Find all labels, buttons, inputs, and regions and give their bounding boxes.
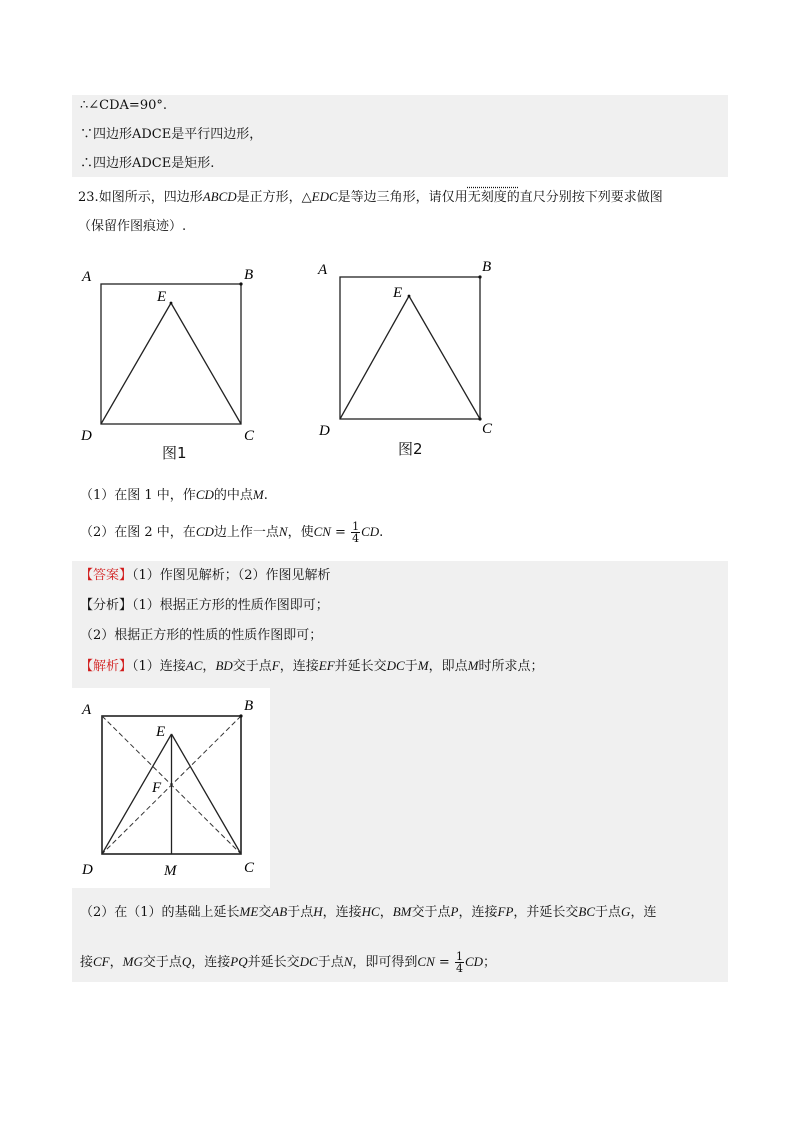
question-1: （1）在图 1 中，作CD的中点M. <box>80 487 268 503</box>
triangle-edc-fig1 <box>101 303 241 424</box>
solution-line-1: 【解析】（1）连接AC，BD交于点F，连接EF并延长交DC于M，即点M时所求点； <box>80 658 544 674</box>
analysis-line-1: 【分析】（1）根据正方形的性质作图即可； <box>80 598 329 613</box>
solution-figure-bg <box>270 688 728 888</box>
figure-2 <box>310 252 510 452</box>
question-2: （2）在图 2 中，在CD边上作一点N，使CN = $\frac{1}{4}$ CD. <box>80 520 384 545</box>
label-a: A <box>82 269 92 285</box>
prev-solution-line-1: ∴∠CDA=90°. <box>80 98 167 113</box>
prev-solution-line-2: ∵四边形ADCE是平行四边形， <box>80 127 263 142</box>
label-b: B <box>244 698 254 714</box>
label-m: M <box>164 863 177 879</box>
label-c: C <box>244 860 255 876</box>
label-b: B <box>244 267 254 283</box>
problem-statement: 23.如图所示，四边形ABCD是正方形，△EDC是等边三角形，请仅用无刻度的直尺分别按下列要求做图 <box>78 189 663 205</box>
fraction-one-quarter: $\frac{1}{4}$ <box>352 520 360 545</box>
label-c: C <box>244 428 255 444</box>
label-e: E <box>157 289 167 305</box>
label-e: E <box>156 724 166 740</box>
square-abcd-fig1 <box>101 284 241 424</box>
triangle-edc-fig2 <box>340 296 480 419</box>
emphasis-dotted: 无刻度的 <box>467 190 520 205</box>
analysis-line-2: （2）根据正方形的性质的性质作图即可； <box>80 628 323 643</box>
part2-line-1: （2）在（1）的基础上延长ME交AB于点H，连接HC，BM交于点P，连接FP，并延长交BC于点G，连 <box>80 904 657 920</box>
label-c: C <box>482 421 493 437</box>
label-d: D <box>319 423 330 439</box>
prev-solution-line-3: ∴四边形ADCE是矩形. <box>80 156 215 171</box>
problem-statement-cont: （保留作图痕迹）. <box>78 219 187 234</box>
label-b: B <box>482 259 492 275</box>
solution-tag: 【解析】 <box>80 659 133 674</box>
label-f: F <box>152 780 162 796</box>
label-a: A <box>82 702 92 718</box>
analysis-tag: 【分析】 <box>80 598 133 613</box>
fraction-one-quarter: $\frac{1}{4}$ <box>455 950 463 975</box>
answer-tag: 【答案】 <box>80 568 133 583</box>
figure-1-caption: 图1 <box>162 444 187 462</box>
label-d: D <box>81 428 92 444</box>
problem-number: 23. <box>78 190 99 205</box>
figure-1 <box>72 260 282 470</box>
part2-line-2: 接CF，MG交于点Q，连接PQ并延长交DC于点N，即可得到CN = $\frac{1}{4}$ CD； <box>80 950 497 975</box>
label-d: D <box>82 862 93 878</box>
solution-figure <box>72 688 270 888</box>
figure-2-caption: 图2 <box>398 440 423 458</box>
label-a: A <box>318 262 328 278</box>
label-e: E <box>393 285 403 301</box>
answer-line: 【答案】（1）作图见解析；（2）作图见解析 <box>80 568 331 583</box>
